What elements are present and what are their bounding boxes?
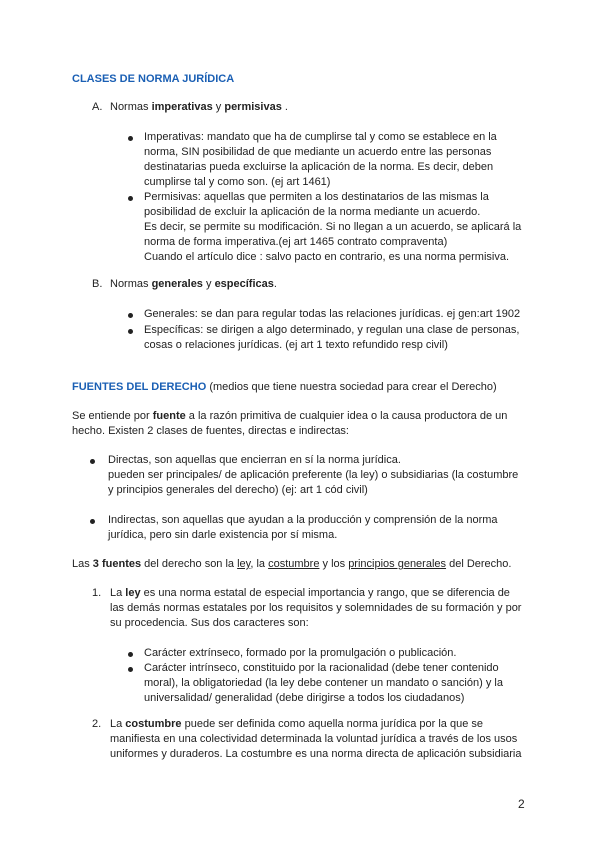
text-line — [72, 409, 507, 424]
intro-bold: fuente — [152, 410, 186, 422]
item-a-bold2: permisivas — [224, 101, 282, 113]
sentence-mid3: y los — [319, 558, 349, 570]
heading-clases-de-norma: CLASES DE NORMA JURÍDICA — [72, 73, 235, 85]
bullet-dot — [128, 136, 133, 141]
text-line: Generales: se dan para regular todas las relaciones jurídicas. ej gen:art 1902 — [144, 308, 521, 320]
item-a-post: . — [281, 101, 288, 113]
item-a-bold1: imperativas — [151, 101, 213, 113]
text-line: Específicas: se dirigen a algo determinado, y regulan una clase de personas, — [144, 324, 520, 336]
text-line: Directas, son aquellas que encierran en sí la norma jurídica. — [108, 454, 401, 466]
text-line: posibilidad de excluir la aplicación de la norma mediante un acuerdo. — [144, 206, 481, 218]
sources-sentence — [72, 557, 511, 572]
intro-post: a la razón primitiva de cualquier idea o la causa productora de un — [185, 410, 508, 422]
text-line: universalidad/ generalidad (debe dirigirse a todos los ciudadanos) — [144, 692, 465, 704]
bullet-imperativas — [144, 130, 497, 190]
text-line: uniformes y duraderos. La costumbre es una norma directa de aplicación subsidiaria — [110, 748, 522, 760]
text-line: norma de forma imperativa.(ej art 1465 contrato compraventa) — [144, 236, 448, 248]
text-line: las demás normas estatales por los requisitos y solemnidades de su formación y por — [110, 602, 522, 614]
bullet-dot — [90, 519, 95, 524]
item-b-heading — [110, 277, 277, 292]
sentence-post: del Derecho. — [446, 558, 512, 570]
text-line: pueden ser principales/ de aplicación preferente (la ley) o subsidiarias (la costumbre — [108, 469, 519, 481]
text-line: su procedencia. Sus dos caracteres son: — [110, 617, 309, 629]
sentence-bold: 3 fuentes — [92, 558, 142, 570]
item-b-bold2: específicas — [214, 278, 274, 290]
text-line: hecho. Existen 2 clases de fuentes, directas e indirectas: — [72, 425, 349, 437]
list-letter-a: A. — [92, 101, 103, 113]
item-1-ley — [110, 586, 521, 631]
item-b-bold1: generales — [151, 278, 203, 290]
item1-pre: La — [110, 587, 126, 599]
text-line: Carácter extrínseco, formado por la promulgación o publicación. — [144, 647, 457, 659]
item-b-mid: y — [202, 278, 215, 290]
sentence-mid1: del derecho son la — [141, 558, 238, 570]
sentence-pre: Las — [72, 558, 93, 570]
text-line: Cuando el artículo dice : salvo pacto en contrario, es una norma permisiva. — [144, 251, 510, 263]
fuentes-intro — [72, 409, 507, 439]
bullet-dot — [128, 196, 133, 201]
underlined-costumbre: costumbre — [268, 558, 320, 570]
item-a-mid: y — [212, 101, 225, 113]
text-line — [110, 586, 521, 601]
text-line: Permisivas: aquellas que permiten a los destinatarios de las mismas la — [144, 191, 489, 203]
text-line: jurídica, pero sin darle existencia por sí misma. — [108, 529, 338, 541]
bullet-intrinseco — [144, 661, 503, 706]
bullet-directas — [108, 453, 518, 498]
item-a-heading — [110, 100, 288, 115]
underlined-ley: ley — [237, 558, 251, 570]
text-line: Indirectas, son aquellas que ayudan a la producción y comprensión de la norma — [108, 514, 498, 526]
bullet-dot — [128, 652, 133, 657]
list-letter-b: B. — [92, 278, 103, 290]
item-a-pre: Normas — [110, 101, 152, 113]
text-line: Es decir, se permite su modificación. Si no llegan a un acuerdo, se aplicará la — [144, 221, 522, 233]
item1-bold: ley — [125, 587, 141, 599]
heading-suffix: (medios que tiene nuestra sociedad para crear el Derecho) — [206, 381, 497, 393]
sentence-mid2: , la — [250, 558, 269, 570]
intro-pre: Se entiende por — [72, 410, 153, 422]
item2-bold: costumbre — [125, 718, 182, 730]
list-number-1: 1. — [92, 587, 102, 599]
text-line: moral), la obligatoriedad (la ley debe contener un mandato o sanción) y la — [144, 677, 503, 689]
item2-pre: La — [110, 718, 126, 730]
item-2-costumbre — [110, 717, 522, 762]
text-line — [110, 717, 522, 732]
text-line: cumplirse tal y como son. (ej art 1461) — [144, 176, 331, 188]
bullet-dot — [90, 459, 95, 464]
heading-fuentes-del-derecho-line — [72, 380, 497, 395]
text-line: cosas o relaciones jurídicas. (ej art 1 texto refundido resp civil) — [144, 339, 448, 351]
bullet-especificas — [144, 323, 519, 353]
bullet-dot — [128, 329, 133, 334]
underlined-principios: principios generales — [348, 558, 447, 570]
item-b-post: . — [273, 278, 277, 290]
bullet-permisivas — [144, 190, 521, 265]
text-line: y principios generales del derecho) (ej: art 1 cód civil) — [108, 484, 368, 496]
bullet-extrinseco — [144, 646, 456, 661]
item2-line1: puede ser definida como aquella norma jurídica por la que se — [181, 718, 484, 730]
text-line: Carácter intrínseco, constituido por la racionalidad (debe tener contenido — [144, 662, 499, 674]
heading-fuentes-del-derecho: FUENTES DEL DERECHO — [72, 381, 207, 393]
item-b-pre: Normas — [110, 278, 152, 290]
bullet-indirectas — [108, 513, 498, 543]
item1-line1: es una norma estatal de especial importancia y rango, que se diferencia de — [140, 587, 510, 599]
list-number-2: 2. — [92, 718, 102, 730]
bullet-generales — [144, 307, 520, 322]
bullet-dot — [128, 313, 133, 318]
page-number: 2 — [518, 797, 525, 811]
text-line: Imperativas: mandato que ha de cumplirse tal y como se establece en la — [144, 131, 497, 143]
text-line: destinatarias pueda excluirse la aplicación de la norma. Es decir, deben — [144, 161, 494, 173]
bullet-dot — [128, 667, 133, 672]
text-line: manifiesta en una colectividad determinada la voluntad jurídica a través de los usos — [110, 733, 518, 745]
text-line: norma, SIN posibilidad de que mediante un acuerdo entre las personas — [144, 146, 492, 158]
